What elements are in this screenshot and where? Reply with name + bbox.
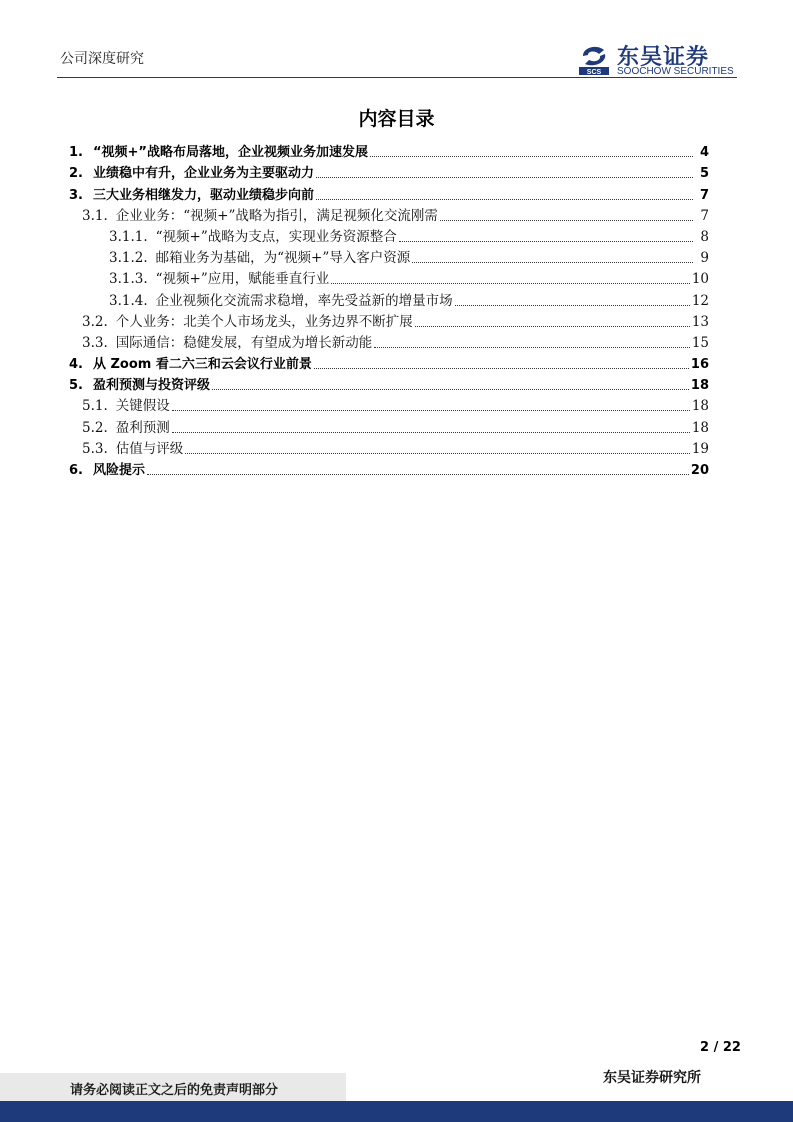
- toc-entry[interactable]: 5.1. 关键假设 18: [82, 398, 709, 415]
- logo-chinese-name: 东吴证券: [617, 45, 710, 70]
- toc-title: 内容目录: [358, 108, 435, 130]
- toc-entry[interactable]: 5.2. 盈利预测 18: [82, 419, 709, 436]
- toc-entry[interactable]: 3.1.1. “视频+”战略为支点，实现业务资源整合 8: [109, 228, 709, 245]
- toc-entry[interactable]: 2. 业绩稳中有升，企业业务为主要驱动力 5: [69, 166, 709, 182]
- footer-stripe: [0, 1101, 793, 1122]
- footer-firm-name: 东吴证券研究所: [603, 1070, 701, 1086]
- toc-entry[interactable]: 5. 盈利预测与投资评级 18: [69, 378, 709, 394]
- header-divider: [57, 77, 737, 78]
- company-logo: [577, 40, 747, 80]
- toc-entry[interactable]: 3.1.4. 企业视频化交流需求稳增，率先受益新的增量市场 12: [109, 292, 709, 309]
- toc-entry[interactable]: 3.3. 国际通信：稳健发展，有望成为增长新动能 15: [82, 334, 709, 351]
- footer-disclaimer: 请务必阅读正文之后的免责声明部分: [70, 1083, 279, 1098]
- logo-english-name: SOOCHOW SECURITIES: [617, 66, 734, 77]
- table-of-contents: [69, 140, 709, 479]
- toc-entry[interactable]: 5.3. 估值与评级 19: [82, 440, 709, 457]
- svg-text:SCS: SCS: [586, 69, 602, 76]
- toc-entry[interactable]: 3. 三大业务相继发力，驱动业绩稳步向前 7: [69, 187, 709, 203]
- toc-entry[interactable]: 3.1.2. 邮箱业务为基础，为“视频+”导入客户资源 9: [109, 250, 709, 267]
- toc-entry[interactable]: 3.1. 企业业务：“视频+”战略为指引，满足视频化交流刚需 7: [82, 207, 709, 224]
- toc-entry[interactable]: 6. 风险提示 20: [69, 463, 709, 478]
- toc-entry[interactable]: 1. “视频+”战略布局落地，企业视频业务加速发展 4: [69, 145, 709, 161]
- page-number: 2 / 22: [700, 1040, 741, 1055]
- toc-entry[interactable]: 4. 从 Zoom 看二六三和云会议行业前景 16: [69, 357, 709, 373]
- document-category: 公司深度研究: [60, 51, 144, 67]
- toc-entry[interactable]: 3.2. 个人业务：北美个人市场龙头，业务边界不断扩展 13: [82, 313, 709, 330]
- toc-entry[interactable]: 3.1.3. “视频+”应用，赋能垂直行业 10: [109, 271, 709, 288]
- soochow-logo-icon: [577, 42, 611, 76]
